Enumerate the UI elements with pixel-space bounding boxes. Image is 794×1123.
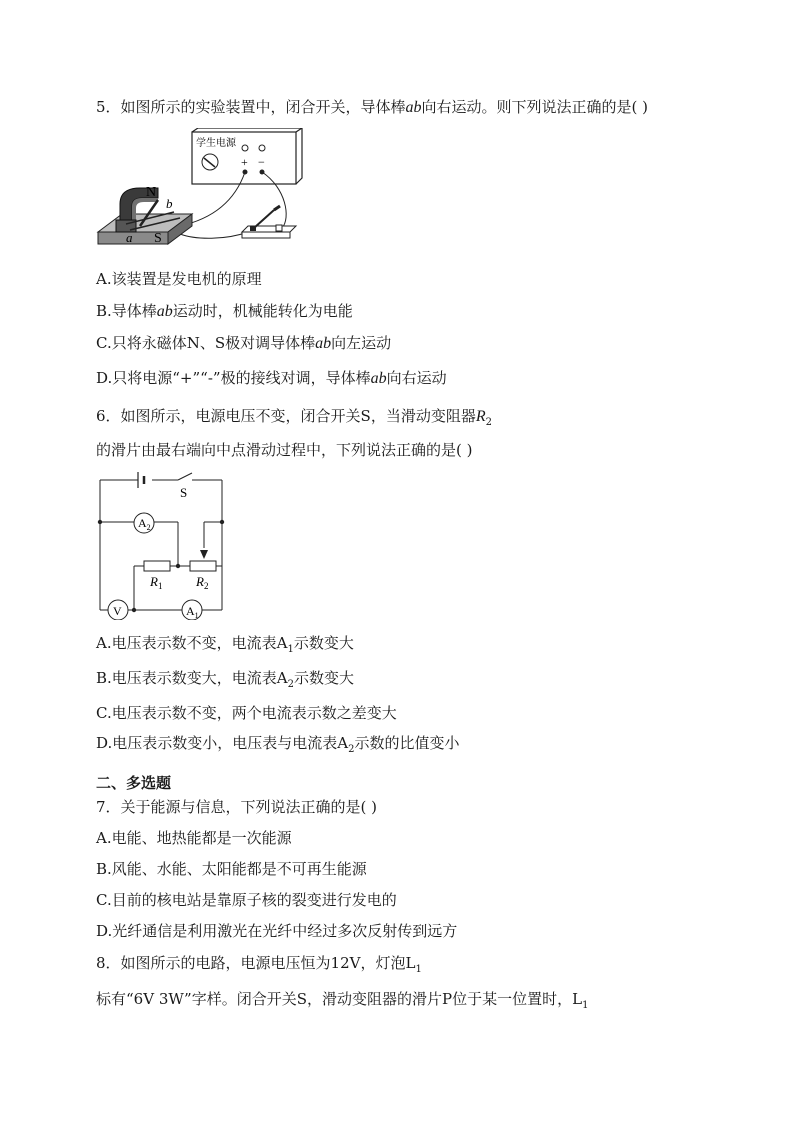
minus-terminal-label: − xyxy=(258,155,265,169)
q6-option-d: D.电压表示数变小，电压表与电流表$A_2$示数的比值变小 xyxy=(96,734,460,755)
power-supply-label: 学生电源 xyxy=(196,138,236,149)
q6-circuit-figure xyxy=(96,470,231,620)
q6-stem-line2: 的滑片由最右端向中点滑动过程中，下列说法正确的是( ) xyxy=(96,441,473,459)
q7-option-b: B.风能、水能、太阳能都是不可再生能源 xyxy=(96,860,367,878)
q6-stem-line1: 6．如图所示，电源电压不变，闭合开关S，当滑动变阻器$R_2$ xyxy=(96,407,492,428)
ammeter-a2-label: $A_2$ xyxy=(138,516,151,532)
q6-option-c: C.电压表示数不变，两个电流表示数之差变大 xyxy=(96,704,397,722)
rod-end-b-label: b xyxy=(166,196,173,211)
resistor-r2-label: $R_2$ xyxy=(196,574,209,591)
plus-terminal-label: + xyxy=(241,155,248,169)
ammeter-a1-label: $A_1$ xyxy=(186,604,199,620)
magnet-south-label: S xyxy=(154,231,162,246)
q6-option-b: B.电压表示数变大，电流表$A_2$示数变大 xyxy=(96,669,355,690)
q5-option-c: C.只将永磁体N、S极对调导体棒ab向左运动 xyxy=(96,334,392,352)
magnet-north-label: N xyxy=(146,185,157,200)
q5-figure xyxy=(96,128,306,250)
rod-end-a-label: a xyxy=(126,230,133,245)
q7-option-d: D.光纤通信是利用激光在光纤中经过多次反射传到远方 xyxy=(96,922,458,940)
resistor-r1-label: $R_1$ xyxy=(150,574,163,591)
q5-option-a: A.该装置是发电机的原理 xyxy=(96,270,262,288)
section-title: 二、多选题 xyxy=(96,774,172,792)
q8-stem-line2: 标有“6V 3W”字样。闭合开关S，滑动变阻器的滑片P位于某一位置时，$L_1$ xyxy=(96,990,589,1011)
q6-option-a: A.电压表示数不变，电流表$A_1$示数变大 xyxy=(96,634,354,655)
q5-option-d: D.只将电源“+”“-”极的接线对调，导体棒ab向右运动 xyxy=(96,369,447,387)
q5-option-b: B.导体棒ab运动时，机械能转化为电能 xyxy=(96,302,353,320)
q5-stem: 5．如图所示的实验装置中，闭合开关，导体棒ab向右运动。则下列说法正确的是( ) xyxy=(96,98,649,116)
q7-stem: 7．关于能源与信息，下列说法正确的是( ) xyxy=(96,798,378,816)
q8-stem-line1: 8．如图所示的电路，电源电压恒为12V，灯泡$L_1$ xyxy=(96,954,422,975)
switch-label: S xyxy=(180,485,188,500)
q7-option-a: A.电能、地热能都是一次能源 xyxy=(96,829,292,847)
q7-option-c: C.目前的核电站是靠原子核的裂变进行发电的 xyxy=(96,891,397,909)
voltmeter-label: V xyxy=(113,604,122,618)
